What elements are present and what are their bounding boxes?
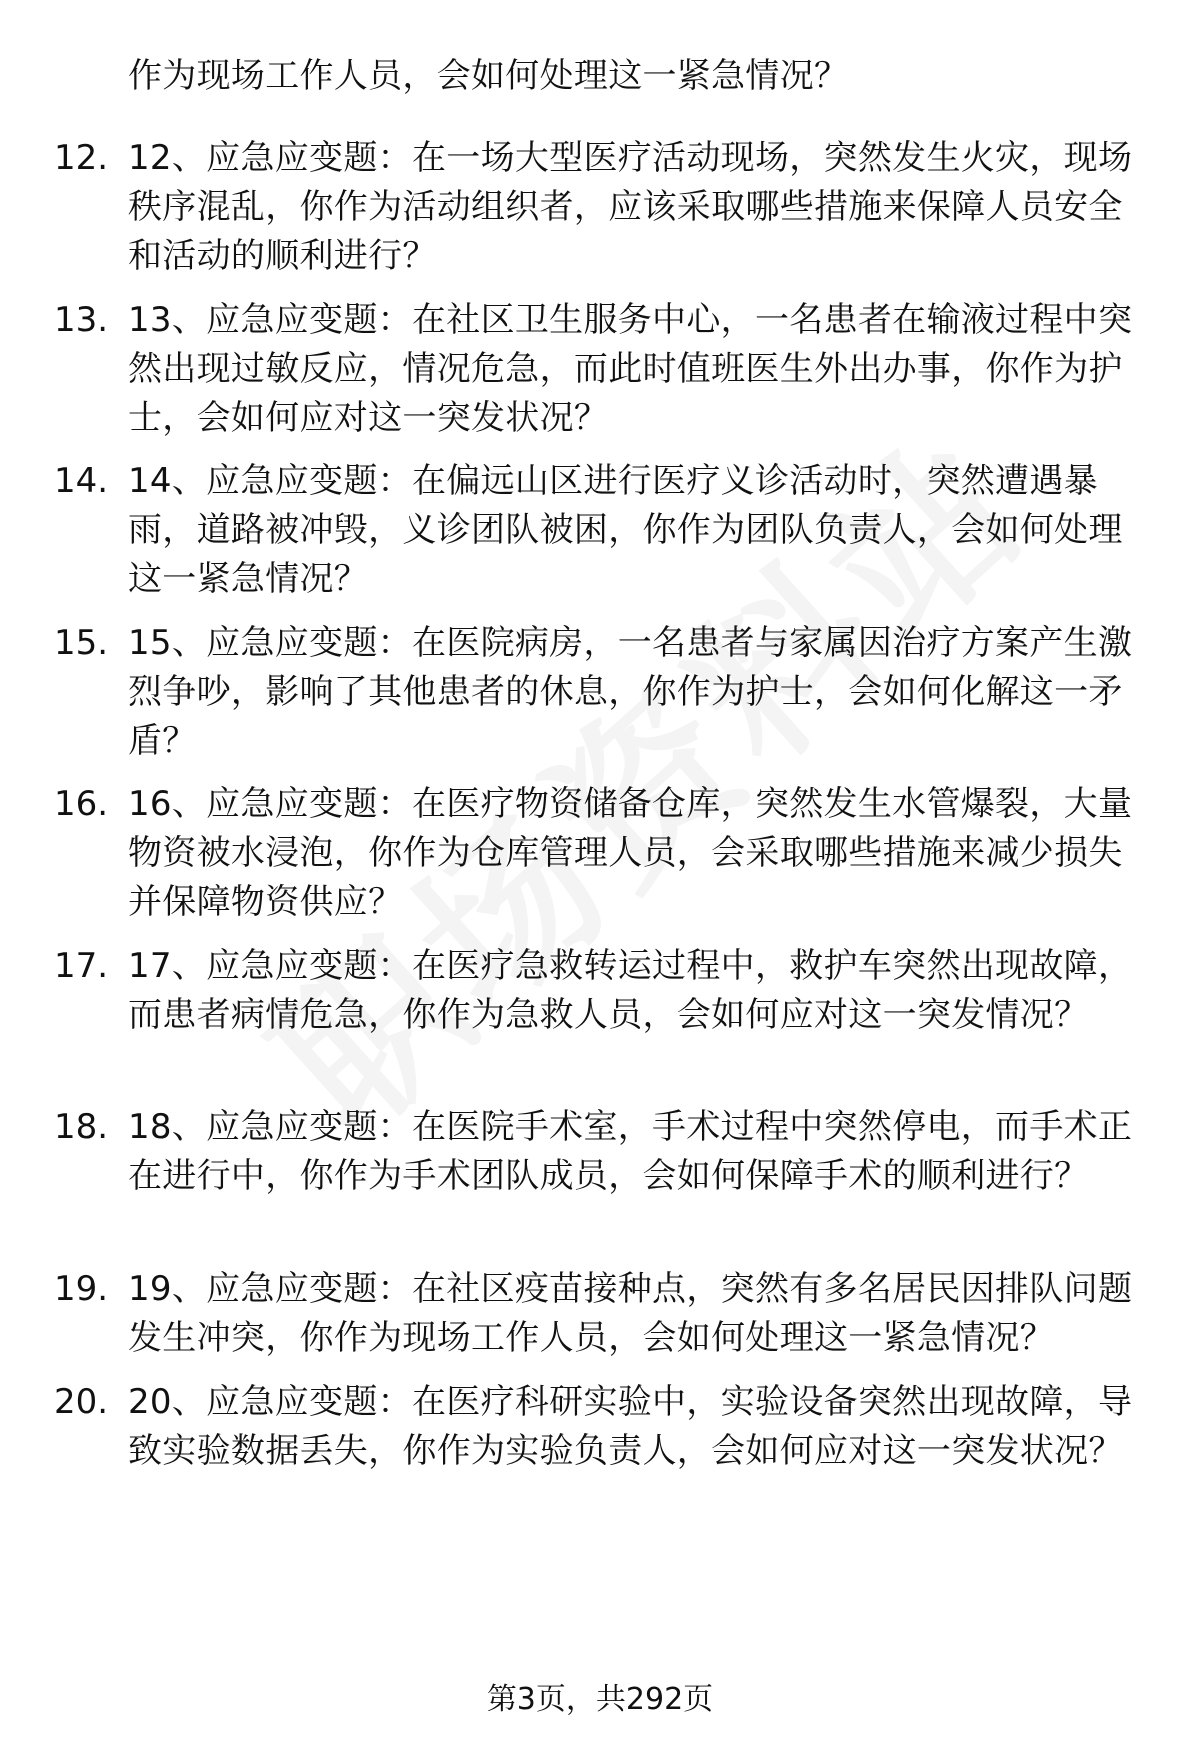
page-footer: 第3页，共292页 (486, 1682, 714, 1717)
question-number: 14. (54, 461, 109, 501)
question-text: 19、应急应变题：在社区疫苗接种点，突然有多名居民因排队问题发生冲突，你作为现场工作人员，会如何处理这一紧急情况？ (128, 1269, 1133, 1358)
question-number: 17. (54, 946, 109, 986)
continuation-text: 作为现场工作人员，会如何处理这一紧急情况？ (128, 56, 849, 96)
question-text: 12、应急应变题：在一场大型医疗活动现场，突然发生火灾，现场秩序混乱，你作为活动组织者，应该采取哪些措施来保障人员安全和活动的顺利进行？ (128, 138, 1133, 276)
question-number: 12. (54, 138, 109, 178)
question-text: 20、应急应变题：在医疗科研实验中，实验设备突然出现故障，导致实验数据丢失，你作为实验负责人，会如何应对这一突发状况？ (128, 1382, 1133, 1471)
question-number: 13. (54, 300, 109, 340)
question-number: 16. (54, 784, 109, 824)
question-number: 15. (54, 623, 109, 663)
question-text: 17、应急应变题：在医疗急救转运过程中，救护车突然出现故障，而患者病情危急，你作为急救人员，会如何应对这一突发情况？ (128, 946, 1133, 1035)
question-text: 15、应急应变题：在医院病房，一名患者与家属因治疗方案产生激烈争吵，影响了其他患者的休息，你作为护士，会如何化解这一矛盾？ (128, 623, 1133, 761)
question-number: 19. (54, 1269, 109, 1309)
question-text: 14、应急应变题：在偏远山区进行医疗义诊活动时，突然遭遇暴雨，道路被冲毁，义诊团队被困，你作为团队负责人，会如何处理这一紧急情况？ (128, 461, 1123, 599)
question-text: 16、应急应变题：在医疗物资储备仓库，突然发生水管爆裂，大量物资被水浸泡，你作为仓库管理人员，会采取哪些措施来减少损失并保障物资供应？ (128, 784, 1133, 922)
question-text: 13、应急应变题：在社区卫生服务中心，一名患者在输液过程中突然出现过敏反应，情况危急，而此时值班医生外出办事，你作为护士，会如何应对这一突发状况？ (128, 300, 1133, 438)
question-number: 20. (54, 1382, 109, 1422)
question-text: 18、应急应变题：在医院手术室，手术过程中突然停电，而手术正在进行中，你作为手术团队成员，会如何保障手术的顺利进行？ (128, 1107, 1133, 1196)
question-number: 18. (54, 1107, 109, 1147)
